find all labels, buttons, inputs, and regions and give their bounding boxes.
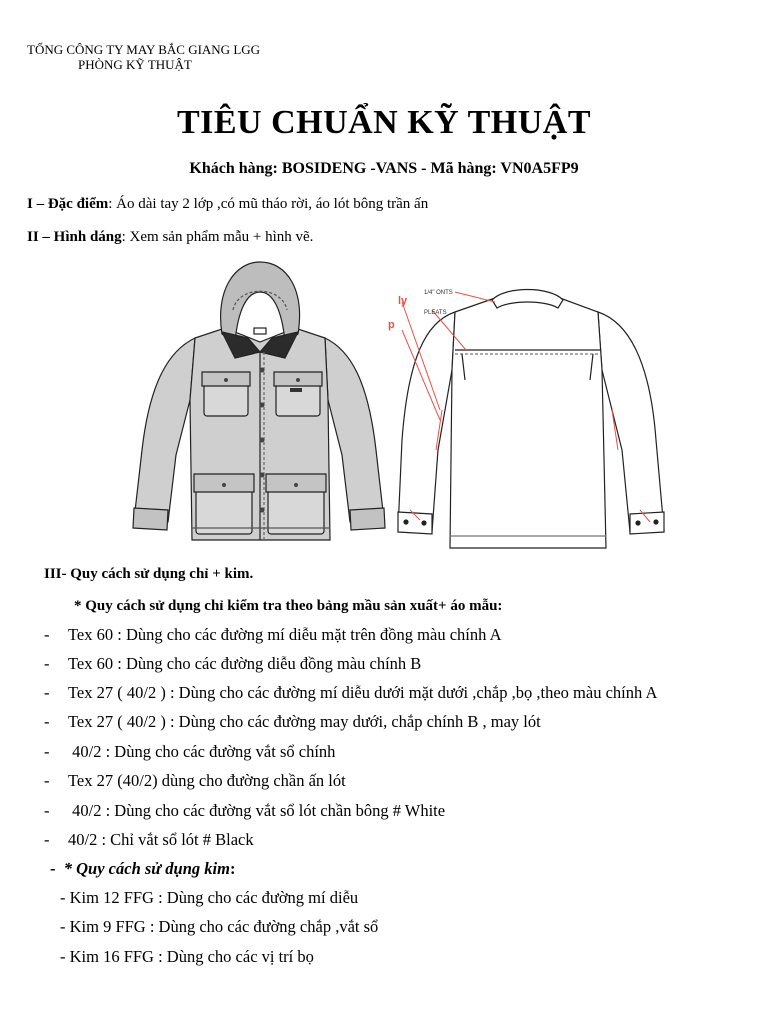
thread-item-text: Tex 27 ( 40/2 ) : Dùng cho các đường may dưới, chắp chính B , may lót (68, 712, 541, 731)
thread-spec-heading: * Quy cách sử dụng chỉ kiểm tra theo bảng mầu sản xuất+ áo mẫu: (74, 598, 503, 614)
section-shape-text: : Xem sản phẩm mẫu + hình vẽ. (121, 229, 314, 245)
needle-spec-heading: - * Quy cách sử dụng kim: (50, 859, 236, 878)
thread-item-text: Tex 60 : Dùng cho các đường mí diễu mặt trên đồng màu chính A (68, 625, 502, 644)
thread-item-text: Tex 27 (40/2) dùng cho đường chần ấn lót (68, 771, 346, 790)
section-characteristics-label: I – Đặc điểm (27, 196, 109, 212)
thread-item: - (44, 801, 50, 820)
needle-item: - Kim 12 FFG : Dùng cho các đường mí diễu (60, 888, 359, 907)
annotation-onts: 1/4" ONTS (424, 290, 453, 296)
thread-item: - (44, 742, 50, 761)
thread-item-text: Tex 60 : Dùng cho các đường diễu đồng màu chính B (68, 654, 422, 673)
thread-item-text: 40/2 : Dùng cho các đường vắt sổ chính (68, 742, 336, 761)
thread-item: - (44, 830, 50, 849)
jacket-front-illustration (133, 262, 385, 540)
thread-item: - (44, 771, 50, 790)
section-shape-label: II – Hình dáng (27, 229, 122, 245)
thread-item: - (44, 683, 50, 702)
needle-spec-heading-colon: : (229, 859, 236, 878)
thread-item-text: 40/2 : Dùng cho các đường vắt sổ lót chần bông # White (68, 801, 446, 820)
annotation-pleats: PLEATS (424, 310, 447, 316)
document-title: TIÊU CHUẨN KỸ THUẬT (176, 104, 592, 141)
section-shape (27, 229, 313, 246)
department-name: PHÒNG KỸ THUẬT (78, 57, 192, 72)
section-characteristics-text: : Áo dài tay 2 lớp ,có mũ tháo rời, áo lót bông trần ấn (108, 196, 429, 212)
document-subtitle: Khách hàng: BOSIDENG -VANS - Mã hàng: VN0A5FP9 (189, 160, 579, 177)
thread-item: - (44, 625, 50, 644)
annotation-ly: ly (398, 295, 408, 307)
garment-diagram (0, 250, 768, 560)
needle-item: - Kim 16 FFG : Dùng cho các vị trí bọ (60, 947, 314, 966)
company-name: TỔNG CÔNG TY MAY BẮC GIANG LGG (27, 42, 261, 57)
thread-item-text: Tex 27 ( 40/2 ) : Dùng cho các đường mí diễu dưới mặt dưới ,chắp ,bọ ,theo màu chính A (68, 683, 658, 702)
thread-item: - (44, 654, 50, 673)
thread-item: - (44, 712, 50, 731)
jacket-back-illustration (398, 290, 664, 549)
needle-spec-heading-text: * Quy cách sử dụng kim (63, 859, 230, 878)
annotation-p: p (388, 319, 395, 331)
section-thread-needle-heading: III- Quy cách sử dụng chỉ + kim. (44, 566, 254, 582)
needle-item: - Kim 9 FFG : Dùng cho các đường chắp ,vắt sổ (60, 917, 379, 936)
section-characteristics (27, 196, 428, 213)
thread-item-text: 40/2 : Chỉ vắt sổ lót # Black (68, 830, 254, 849)
